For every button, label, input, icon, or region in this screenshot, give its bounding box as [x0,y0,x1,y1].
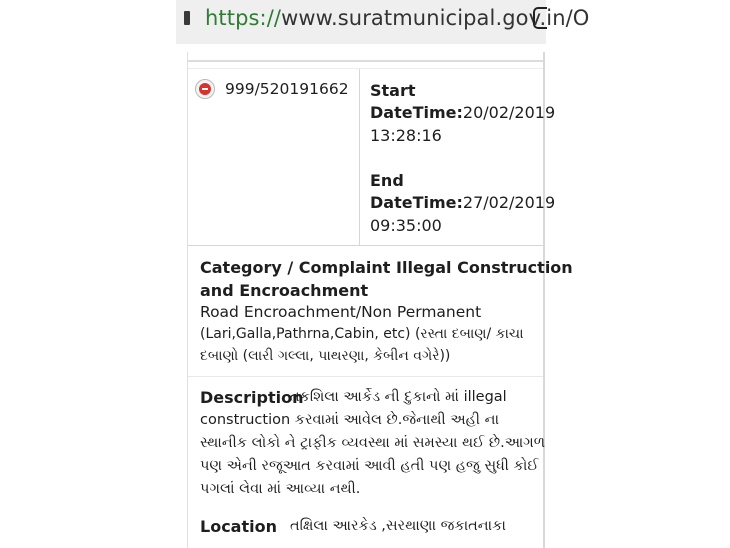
description-text: પણ એની રજૂઆત કરવામાં આવી હતી પણ હજુ સુધી કોઈ [200,458,539,474]
category-value-cont: દબાણો (લારી ગલ્લા, પાથરણા, કેબીન વગેરે)) [200,348,451,364]
category-value: Road Encroachment/Non Permanent [200,303,482,321]
complaint-number: 999/520191662 [225,80,349,98]
divider [188,68,543,69]
end-datetime-label: DateTime: [370,193,463,212]
divider [188,245,543,246]
category-heading: Category / Complaint Illegal Construction [200,258,573,277]
start-label: Start [370,81,416,100]
location-value: તક્ષિલા આરકેડ ,સરથાણા જકાતનાકા [290,518,506,534]
lock-icon [184,11,190,25]
start-time: 13:28:16 [370,126,442,145]
category-heading-cont: and Encroachment [200,281,369,300]
divider [188,60,543,62]
card-border-right [543,52,545,548]
end-date: 27/02/2019 [462,193,556,212]
end-time: 09:35:00 [370,216,442,235]
status-indicator-icon [195,79,215,99]
url-scheme: https:// [205,6,282,30]
divider [188,376,543,377]
location-label: Location [200,517,277,536]
start-datetime-label: DateTime: [370,103,463,122]
url-host-path: www.suratmunicipal.gov.in/O [281,6,590,30]
category-value-cont: (Lari,Galla,Pathrna,Cabin, etc) (રસ્તા દબાણ/ કાચા [200,326,524,342]
tab-switcher-icon[interactable] [533,7,547,29]
description-text: સ્થાનીક લોકો ને ટ્રાફીક વ્યવસ્થા માં સમસ્યા થઈ છે.આગળ [200,435,546,451]
description-text: construction કરવામાં આવેલ છે.જેનાથી અહી ના [200,412,500,428]
start-date: 20/02/2019 [462,103,556,122]
description-label: Description [200,388,304,407]
card-border-left [187,52,188,548]
column-divider [359,69,360,245]
end-datetime [370,192,555,213]
end-label: End [370,171,404,190]
description-text: તકશિલા આર્કેડ ની દુકાનો માં illegal [290,389,507,405]
url-text[interactable] [205,6,589,30]
description-text: પગલાં લેવા માં આવ્યા નથી. [200,481,361,497]
start-datetime [370,102,555,123]
